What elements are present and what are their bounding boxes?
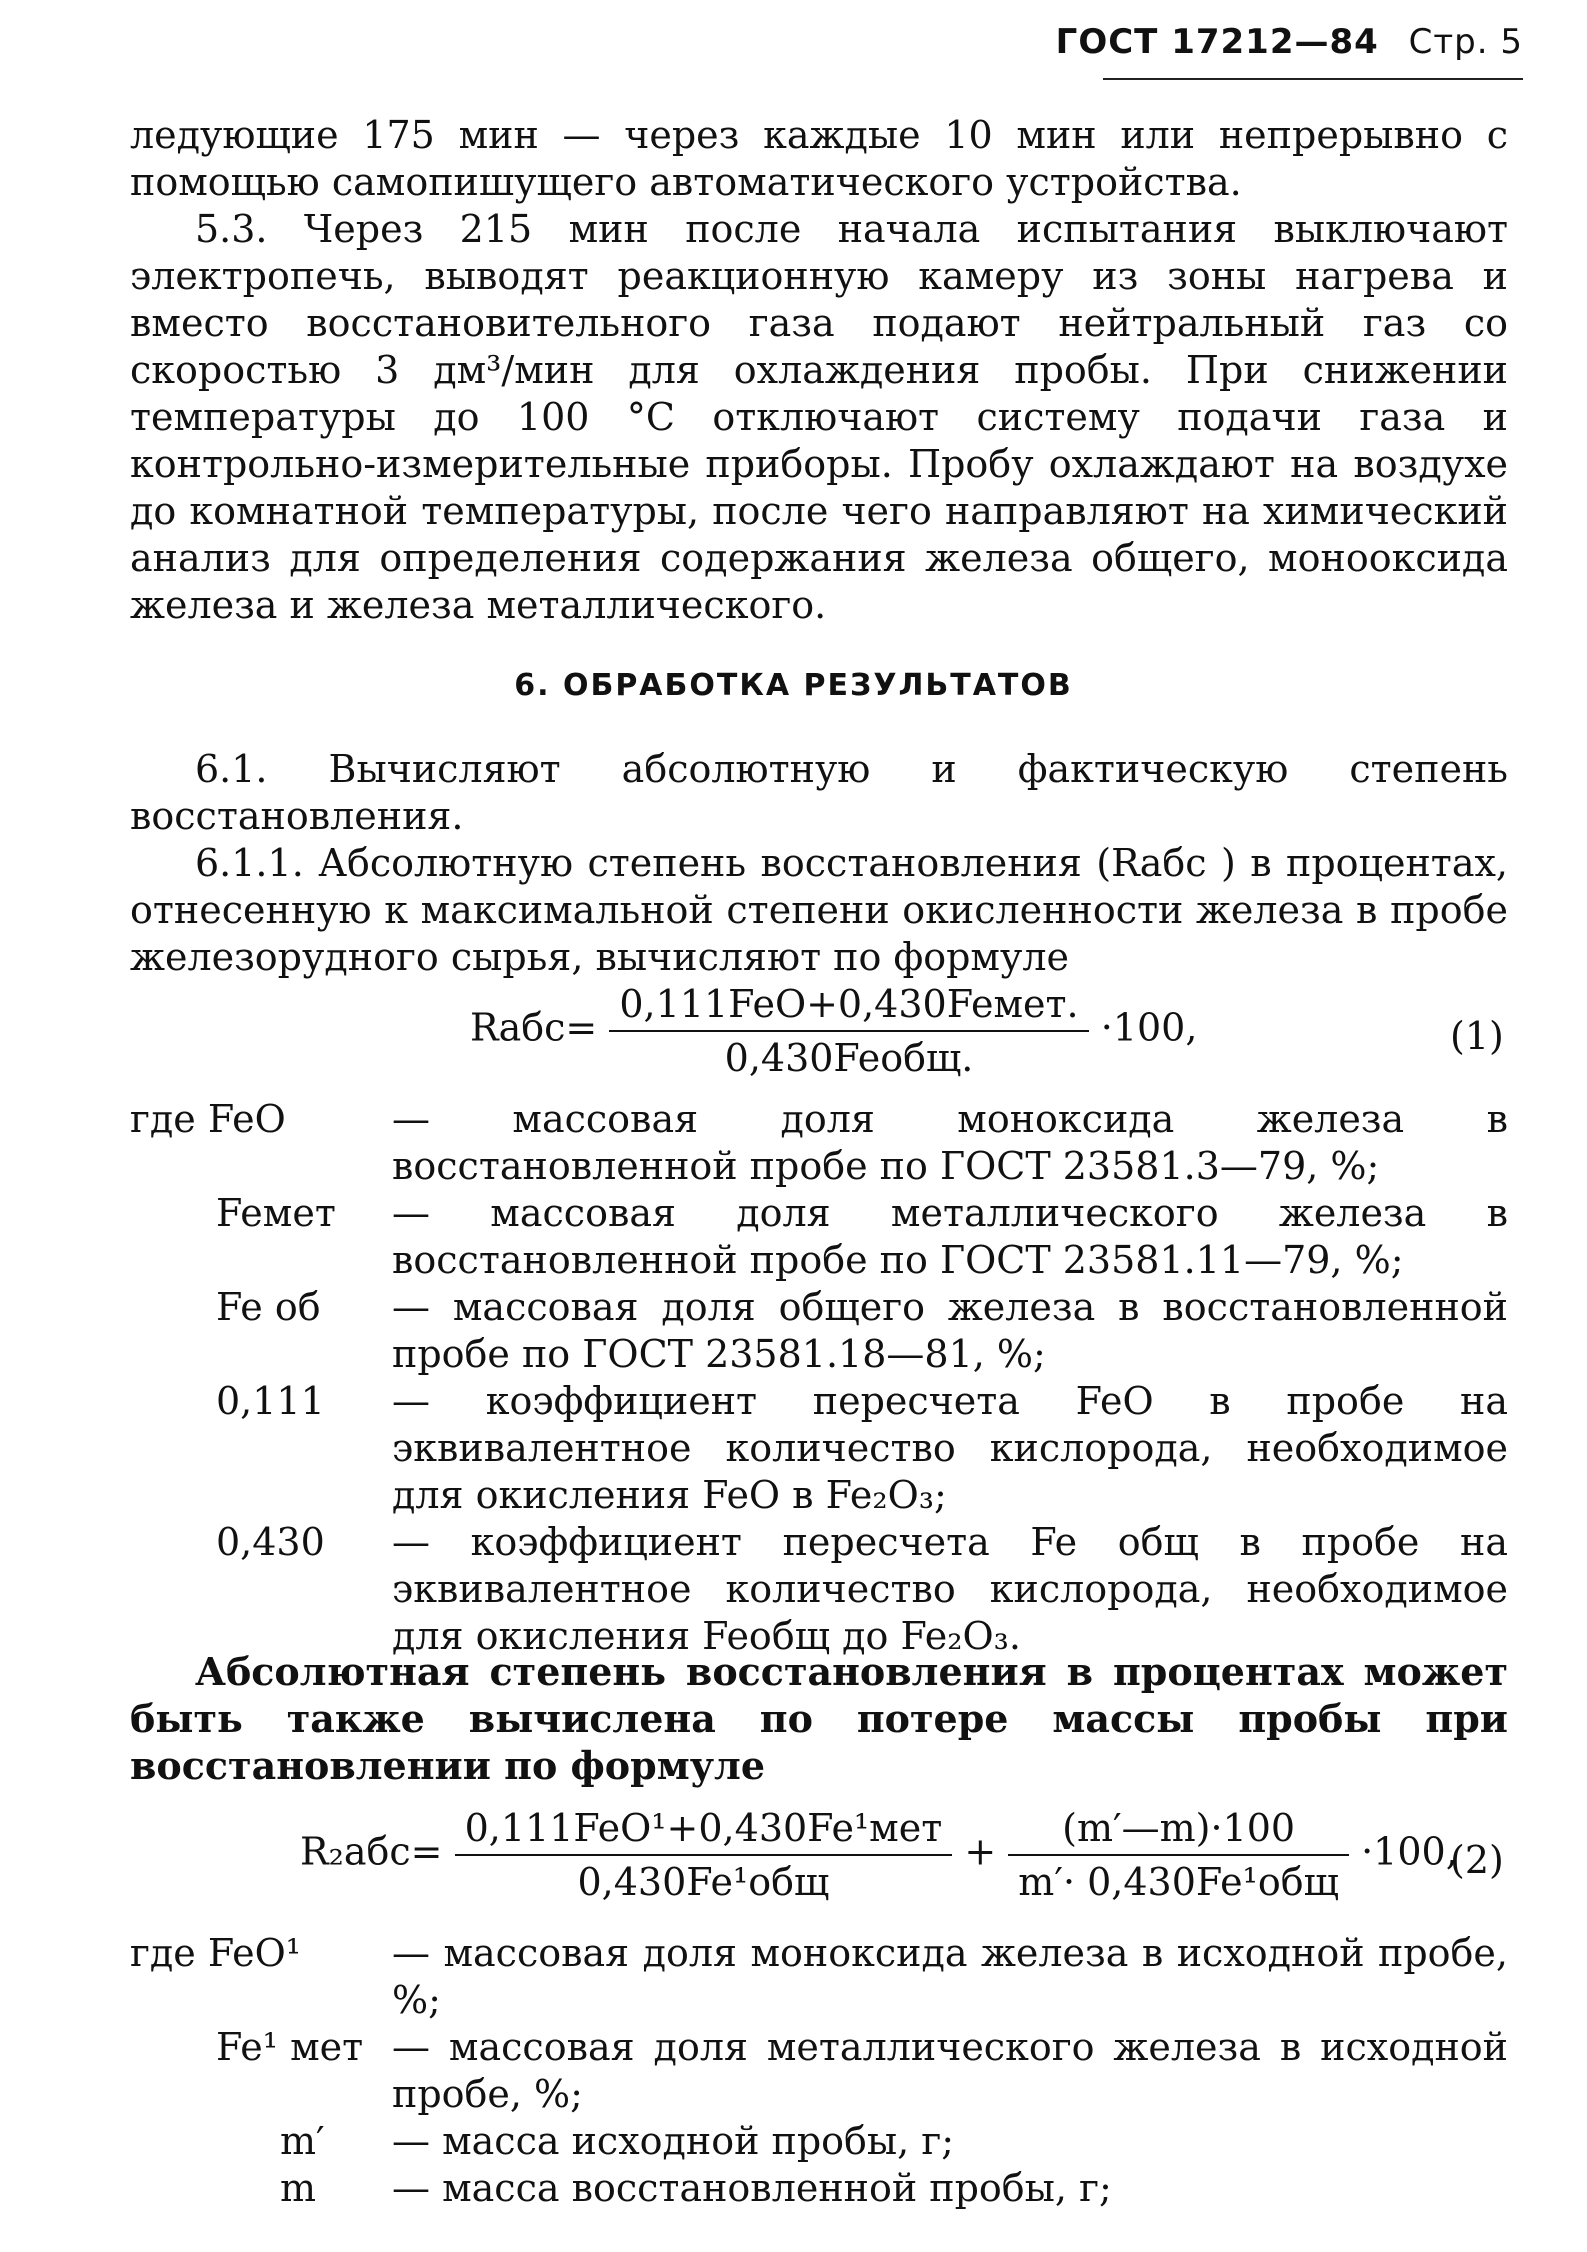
formula-2-numerator-1: 0,111FeO¹+0,430Fe¹мет	[455, 1806, 953, 1856]
continuation-paragraph: ледующие 175 мин — через каждые 10 мин или непрерывно с помощью самопишущего автоматического устройства.	[130, 113, 1508, 204]
definition-row	[130, 2024, 1508, 2118]
formula-1-numerator: 0,111FeO+0,430Feмет.	[609, 982, 1088, 1032]
definition-text: — массовая доля моноксида железа в исходной пробе, %;	[392, 1931, 1508, 2022]
definition-row	[130, 2118, 1508, 2165]
formula-1-definitions	[130, 1096, 1508, 1660]
definition-text: — массовая доля металлического железа в исходной пробе, %;	[392, 2025, 1508, 2116]
definition-symbol: где FeO¹	[130, 1931, 302, 1975]
formula-1-denominator: 0,430Feобщ.	[724, 1036, 974, 1080]
page-number: Стр. 5	[1408, 22, 1523, 62]
definition-symbol: Fe¹ мет	[216, 2025, 364, 2069]
formula-2-definitions	[130, 1930, 1508, 2212]
definition-text: — масса исходной пробы, г;	[392, 2119, 955, 2163]
page-header	[1056, 22, 1523, 62]
header-divider	[1103, 78, 1523, 80]
paragraph-6-1-1: 6.1.1. Абсолютную степень восстановления (Rабс ) в процентах, отнесенную к максимальной степени окисленности железа в пробе железорудного сырья, вычисляют по формуле	[130, 841, 1508, 979]
formula-2-lhs: R₂абс=	[300, 1829, 443, 1874]
formula-2-denominator-1: 0,430Fe¹общ	[577, 1860, 830, 1904]
formula-1-fraction	[609, 982, 1088, 1080]
formula-1-number: (1)	[1450, 1014, 1504, 1058]
paragraph-6-1: 6.1. Вычисляют абсолютную и фактическую степень восстановления.	[130, 747, 1508, 838]
definition-text: — коэффициент пересчета Fe общ в пробе на эквивалентное количество кислорода, необходимое для окисления Feобщ до Fe₂O₃.	[392, 1520, 1508, 1658]
formula-2	[300, 1806, 1458, 1904]
definition-symbol: где FeO	[130, 1097, 286, 1141]
definition-row	[130, 1096, 1508, 1190]
formula-2-fraction-1	[455, 1806, 953, 1904]
definition-row	[130, 2165, 1508, 2212]
definition-text: — массовая доля металлического железа в восстановленной пробе по ГОСТ 23581.11—79, %;	[392, 1191, 1508, 1282]
formula-2-numerator-2: (m′—m)·100	[1008, 1806, 1349, 1856]
definition-symbol: m	[280, 2166, 317, 2210]
definition-symbol: 0,111	[216, 1379, 325, 1423]
standard-number: ГОСТ 17212—84	[1055, 22, 1379, 62]
definition-symbol: 0,430	[216, 1520, 325, 1564]
definition-text: — массовая доля моноксида железа в восстановленной пробе по ГОСТ 23581.3—79, %;	[392, 1097, 1508, 1188]
definition-row	[130, 1284, 1508, 1378]
formula-2-fraction-2	[1008, 1806, 1349, 1904]
definition-text: — массовая доля общего железа в восстановленной пробе по ГОСТ 23581.18—81, %;	[392, 1285, 1508, 1376]
definition-symbol: Fe об	[216, 1285, 321, 1329]
definition-row	[130, 1930, 1508, 2024]
formula-2-tail: ·100,	[1361, 1829, 1458, 1874]
definition-text: — масса восстановленной пробы, г;	[392, 2166, 1112, 2210]
definition-row	[130, 1190, 1508, 1284]
section-heading: 6. ОБРАБОТКА РЕЗУЛЬТАТОВ	[514, 668, 1073, 703]
definition-row	[130, 1378, 1508, 1519]
formula-2-plus: +	[964, 1829, 997, 1874]
formula-1	[470, 982, 1197, 1080]
formula-2-number: (2)	[1450, 1838, 1504, 1882]
paragraph-5-3: 5.3. Через 215 мин после начала испытания выключают электропечь, выводят реакционную камеру из зоны нагрева и вместо восстановительного газа подают нейтральный газ со скоростью 3 дм³/мин для охлаждения пробы. При снижении температуры до 100 °С отключают систему подачи газа и контрольно-измерительные приборы. Пробу охлаждают на воздухе до комнатной температуры, после чего направляют на химический анализ для определения содержания железа общего, монооксида железа и железа металлического.	[130, 207, 1508, 627]
paragraph-alternative: Абсолютная степень восстановления в процентах может быть также вычислена по потере массы пробы при восстановлении по формуле	[130, 1649, 1508, 1788]
definition-symbol: Feмет	[216, 1191, 336, 1235]
formula-2-denominator-2: m′· 0,430Fe¹общ	[1018, 1860, 1339, 1904]
definition-text: — коэффициент пересчета FeO в пробе на эквивалентное количество кислорода, необходимое для окисления FeO в Fe₂O₃;	[392, 1379, 1508, 1517]
formula-1-lhs: Rабс=	[470, 1005, 598, 1050]
definition-symbol: m′	[280, 2119, 325, 2163]
formula-1-tail: ·100,	[1100, 1005, 1198, 1050]
definition-row	[130, 1519, 1508, 1660]
